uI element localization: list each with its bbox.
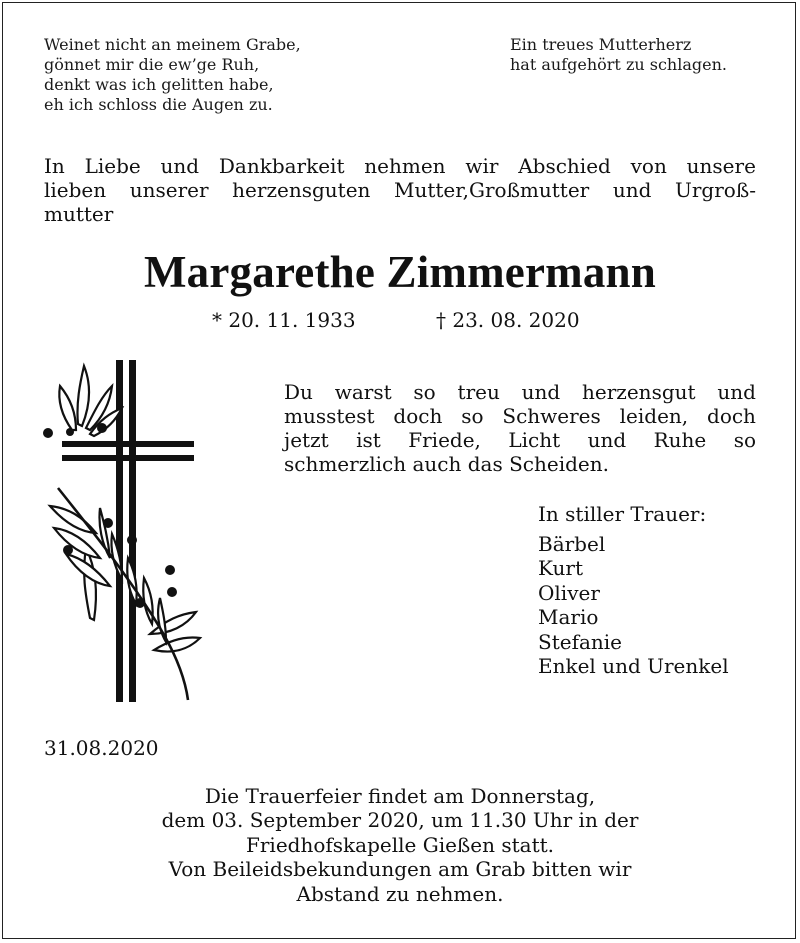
service-line: Friedhofskapelle Gießen statt. [245,832,555,857]
mourner-name: Oliver [538,580,600,605]
publication-date: 31.08.2020 [44,736,159,760]
service-line: Die Trauerfeier findet am Donnerstag, [204,784,596,808]
mourner-name: Enkel und Urenkel [538,654,729,679]
intro-line: In Liebe und Dankbarkeit nehmen wir Abschied von unsere [44,154,756,178]
poem-line: denkt was ich gelitten habe, [44,75,274,94]
poem-line: gönnet mir die ew’ge Ruh, [44,55,260,74]
poem-line: hat aufgehört zu schlagen. [510,55,727,74]
intro-text [44,154,756,226]
service-line: Von Beileidsbekundungen am Grab bitten wir [168,857,632,882]
poem-line: Weinet nicht an meinem Grabe, [44,35,301,54]
poem-left [44,35,301,115]
intro-line: mutter [44,202,114,226]
deceased-name: Margarethe Zimmermann [144,247,656,297]
mourning-heading: In stiller Trauer: [538,502,707,526]
mourner-name: Kurt [538,556,583,581]
verse-line: schmerzlich auch das Scheiden. [284,452,609,476]
poem-line: eh ich schloss die Augen zu. [44,95,273,114]
death-date: † 23. 08. 2020 [436,308,580,332]
mourner-name: Bärbel [538,532,606,556]
poem-line: Ein treues Mutterherz [510,35,692,54]
intro-line: lieben unserer herzensguten Mutter,Großmutter und Urgroß- [44,178,756,202]
cross-with-palm-branch-icon [40,358,210,703]
verse-text [284,380,756,476]
mourner-name: Mario [538,605,599,630]
verse-line: jetzt ist Friede, Licht und Ruhe so [284,428,756,452]
verse-line: Du warst so treu und herzensgut und [284,380,756,404]
poem-right [510,35,727,75]
mourner-name: Stefanie [538,629,623,654]
service-line: Abstand zu nehmen. [296,881,504,906]
funeral-service-info [0,784,800,906]
verse-line: musstest doch so Schweres leiden, doch [284,404,756,428]
mourners-list [538,532,729,678]
birth-date: * 20. 11. 1933 [212,308,356,332]
service-line: dem 03. September 2020, um 11.30 Uhr in der [161,808,639,833]
